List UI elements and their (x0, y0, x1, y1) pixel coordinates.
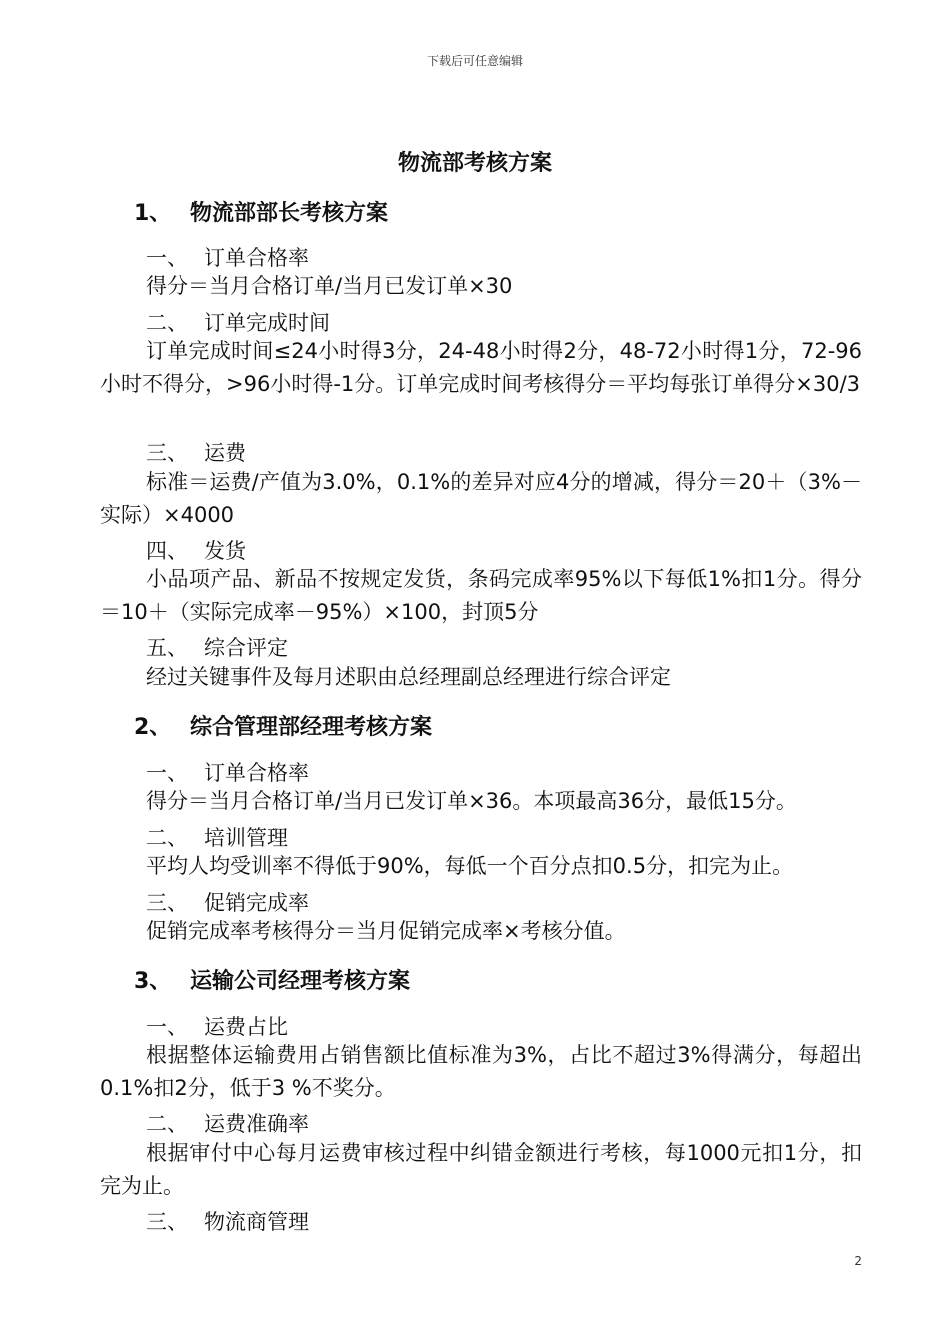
paragraph: 小品项产品、新品不按规定发货，条码完成率95%以下每低1%扣1分。得分＝10＋（实际完成率－95%）×100，封顶5分 (100, 567, 862, 624)
paragraph: 根据审付中心每月运费审核过程中纠错金额进行考核，每1000元扣1分，扣完为止。 (100, 1141, 862, 1198)
subheading (146, 307, 330, 337)
document-title: 物流部考核方案 (397, 151, 552, 176)
subheading-title: 运费准确率 (204, 1112, 309, 1136)
subheading-title: 订单合格率 (204, 246, 309, 270)
paragraph: 经过关键事件及每月述职由总经理副总经理进行综合评定 (146, 665, 671, 689)
subheading-number: 二、 (146, 1112, 188, 1136)
page-number: 2 (854, 1254, 862, 1268)
paragraph: 平均人均受训率不得低于90%，每低一个百分点扣0.5分，扣完为止。 (146, 854, 794, 878)
section-3-heading (134, 964, 410, 995)
subheading (146, 1206, 309, 1236)
subheading-title: 运费占比 (204, 1015, 288, 1039)
subheading (146, 535, 246, 565)
paragraph: 得分＝当月合格订单/当月已发订单×30 (146, 274, 513, 298)
section-title: 综合管理部经理考核方案 (190, 715, 433, 740)
subheading-number: 二、 (146, 311, 188, 335)
section-2-heading (134, 710, 432, 741)
subheading-number: 一、 (146, 761, 188, 785)
subheading (146, 887, 309, 917)
subheading-title: 综合评定 (204, 636, 288, 660)
subheading-number: 二、 (146, 826, 188, 850)
paragraph: 根据整体运输费用占销售额比值标准为3%，占比不超过3%得满分，每超出0.1%扣2分，低于3 %不奖分。 (100, 1043, 862, 1100)
section-1-heading (134, 196, 388, 227)
subheading-title: 促销完成率 (204, 891, 309, 915)
subheading-number: 四、 (146, 539, 188, 563)
subheading (146, 437, 246, 467)
subheading-number: 三、 (146, 891, 188, 915)
page-header: 下载后可任意编辑 (426, 54, 523, 68)
subheading-title: 发货 (204, 539, 246, 563)
subheading-number: 一、 (146, 1015, 188, 1039)
paragraph: 得分＝当月合格订单/当月已发订单×36。本项最高36分，最低15分。 (146, 789, 797, 813)
section-number: 1、 (134, 201, 172, 226)
subheading (146, 242, 309, 272)
subheading (146, 822, 288, 852)
subheading (146, 1108, 309, 1138)
subheading-number: 三、 (146, 1210, 188, 1234)
section-title: 物流部部长考核方案 (190, 201, 389, 226)
subheading-title: 物流商管理 (204, 1210, 309, 1234)
subheading (146, 757, 309, 787)
subheading-title: 培训管理 (204, 826, 288, 850)
paragraph: 促销完成率考核得分＝当月促销完成率×考核分值。 (146, 919, 626, 943)
paragraph: 标准＝运费/产值为3.0%，0.1%的差异对应4分的增减，得分＝20＋（3%－实际）×4000 (100, 470, 862, 527)
subheading-number: 一、 (146, 246, 188, 270)
subheading-title: 订单完成时间 (204, 311, 330, 335)
subheading (146, 1011, 288, 1041)
subheading-title: 运费 (204, 441, 246, 465)
subheading (146, 632, 288, 662)
section-number: 3、 (134, 969, 172, 994)
section-number: 2、 (134, 715, 172, 740)
paragraph: 订单完成时间≤24小时得3分，24-48小时得2分，48-72小时得1分，72-96小时不得分，>96小时得-1分。订单完成时间考核得分＝平均每张订单得分×30/3 (100, 339, 862, 396)
subheading-number: 五、 (146, 636, 188, 660)
subheading-title: 订单合格率 (204, 761, 309, 785)
subheading-number: 三、 (146, 441, 188, 465)
section-title: 运输公司经理考核方案 (190, 969, 411, 994)
